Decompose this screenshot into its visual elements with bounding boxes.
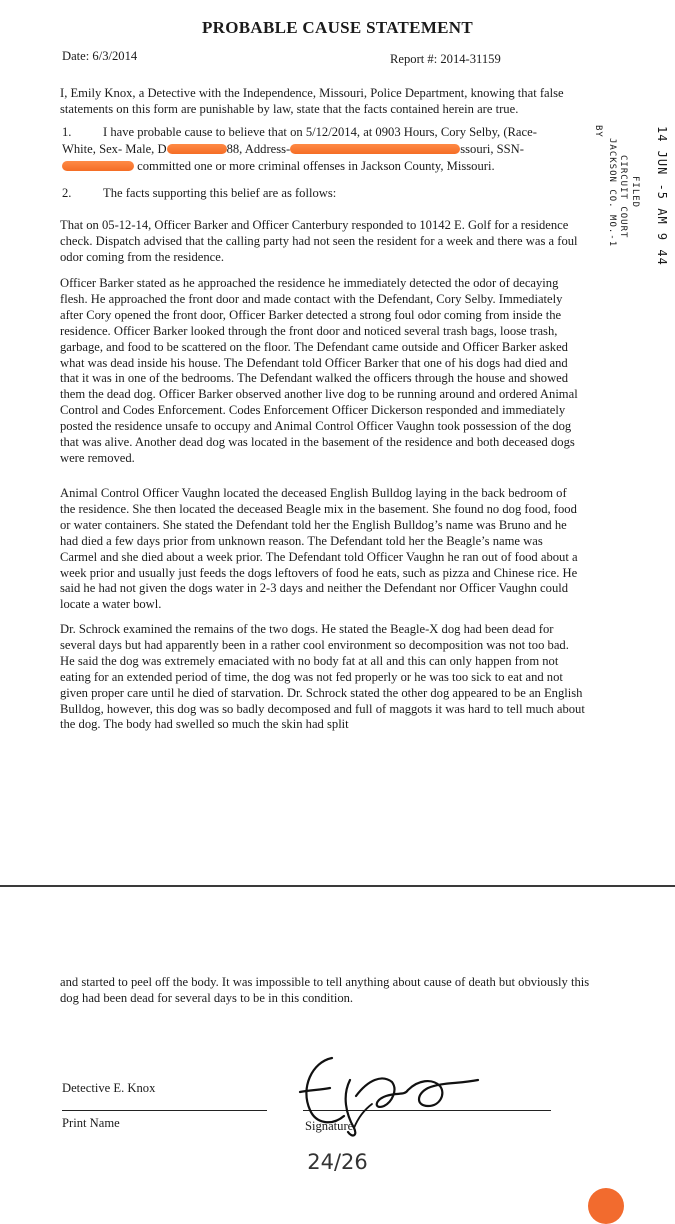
item-1-number: 1. bbox=[62, 125, 72, 139]
paragraph-5: and started to peel off the body. It was impossible to tell anything about cause of death but obviously this dog had been dead for several days to be in this condition. bbox=[60, 975, 590, 1005]
signature-label: Signature bbox=[305, 1119, 354, 1133]
print-name-line bbox=[62, 1110, 267, 1111]
filing-stamp-county: JACKSON CO. MO.-1 bbox=[607, 138, 617, 248]
item-1-line-2 bbox=[62, 142, 524, 158]
item-1-line-2c: ssouri, SSN- bbox=[460, 142, 524, 156]
item-2-text: The facts supporting this belief are as follows: bbox=[103, 186, 337, 200]
report-number: Report #: 2014-31159 bbox=[390, 52, 501, 66]
item-1-line-3 bbox=[62, 159, 495, 175]
filing-stamp-by: BY bbox=[593, 125, 603, 138]
floating-action-button[interactable] bbox=[588, 1188, 624, 1224]
paragraph-4: Dr. Schrock examined the remains of the two dogs. He stated the Beagle-X dog had been dead for several days but had apparently been in a rather cool environment so decomposition was not too bad. He said the dog was extremely emaciated with no body fat at all and this can only happen from not eating for an extended period of time, the dog was not fed properly or he was too sick to eat and not given proper care until he died of starvation. Dr. Schrock stated the other dog appeared to be an English Bulldog, however, this dog was so badly decomposed and full of maggots it was hard to tell much about the dog. The body had swelled so much the skin had split bbox=[60, 622, 585, 732]
item-2-number: 2. bbox=[62, 186, 72, 200]
page-title: PROBABLE CAUSE STATEMENT bbox=[201, 18, 474, 37]
print-name-value: Detective E. Knox bbox=[62, 1081, 156, 1095]
print-name-label: Print Name bbox=[62, 1116, 120, 1130]
statement-date: Date: 6/3/2014 bbox=[62, 49, 138, 63]
paragraph-2: Officer Barker stated as he approached the residence he immediately detected the odor of decaying flesh. He approached the front door and made contact with the Defendant, Cory Selby. Immediately after Cory opened the front door, Officer Barker detected a strong foul odor coming from inside the residence. Officer Barker looked through the front door and noticed several trash bags, loose trash, garbage, and food to be scattered on the floor. The Defendant came outside and Officer Barker asked what was dead inside his house. The Defendant told Officer Barker that one of his dogs had died and that it was in one of the bedrooms. The Defendant walked the officers through the house and showed them the dead dog. Officer Barker observed another live dog to be running around and ordered Animal Control and Codes Enforcement. Codes Enforcement Officer Dickerson responded and immediately posted the residence unsafe to occupy and Animal Control Officer Vaughn took possession of the dog that was alive. Another dead dog was located in the basement of the residence and both deceased dogs were removed. bbox=[60, 276, 578, 465]
page-break-divider bbox=[0, 885, 675, 887]
item-1-line-3-text: committed one or more criminal offenses in Jackson County, Missouri. bbox=[137, 159, 495, 173]
redaction-dob bbox=[167, 144, 227, 154]
page-indicator: 24/26 bbox=[307, 1150, 368, 1174]
redaction-ssn bbox=[62, 161, 134, 171]
filing-stamp-date: 14 JUN -5 AM 9 44 bbox=[655, 126, 669, 266]
filing-stamp-court: CIRCUIT COURT bbox=[618, 155, 628, 239]
item-1-line-2a: White, Sex- Male, D bbox=[62, 142, 167, 156]
filing-stamp-filed: FILED bbox=[630, 176, 640, 209]
item-1-line-2b: 88, Address- bbox=[226, 142, 291, 156]
paragraph-3: Animal Control Officer Vaughn located the deceased English Bulldog laying in the back bedroom of the residence. She then located the deceased Beagle mix in the basement. She found no dog food, food or water containers. She stated the Defendant told her the English Bulldog’s name was Bruno and he had died a few days prior from unknown reason. The Defendant told her the Beagle’s name was Carmel and she died about a week prior. The Defendant told Officer Vaughn he ran out of food about a week prior and usually just feeds the dogs leftovers of food he eats, such as pizza and Chinese rice. He said he had not given the dogs water in 2-3 days and neither the Defendant nor Officer Vaughn could locate a water bowl. bbox=[60, 486, 578, 612]
paragraph-1: That on 05-12-14, Officer Barker and Officer Canterbury responded to 10142 E. Golf for a residence check. Dispatch advised that the calling party had not seen the resident for a week and there was a foul odor coming from the residence. bbox=[60, 218, 578, 264]
intro-paragraph: I, Emily Knox, a Detective with the Independence, Missouri, Police Department, knowing that false statements on this form are punishable by law, state that the facts contained herein are true. bbox=[60, 86, 564, 116]
handwritten-signature bbox=[292, 1040, 492, 1140]
item-1-line-1: I have probable cause to believe that on 5/12/2014, at 0903 Hours, Cory Selby, (Race- bbox=[103, 125, 537, 139]
redaction-address bbox=[290, 144, 460, 154]
